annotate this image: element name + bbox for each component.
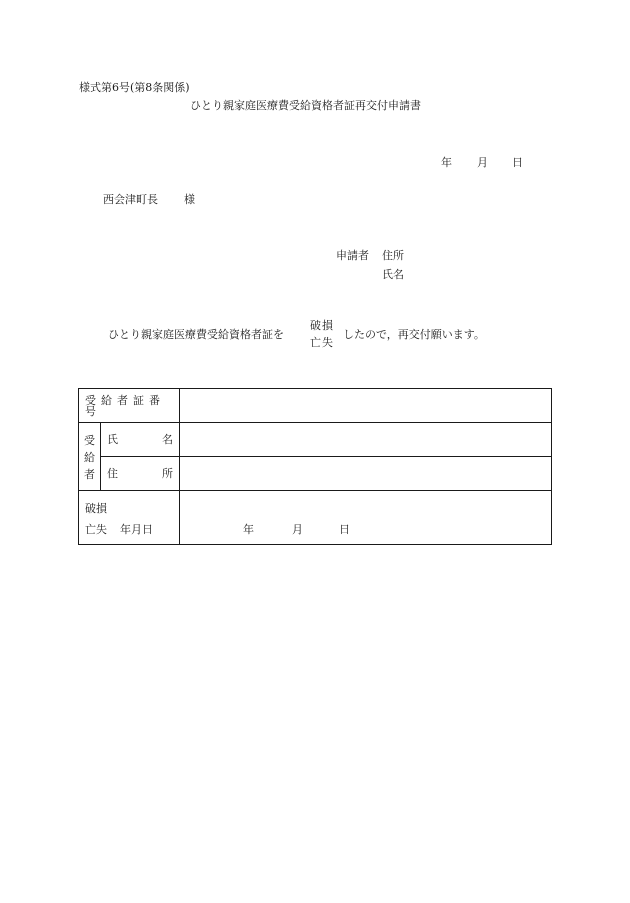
applicant-address-label: 住所 (382, 249, 404, 262)
statement-text-end: したので，再交付願います。 (343, 328, 485, 341)
recipient-address-field[interactable] (180, 457, 552, 491)
recipient-name-label (101, 423, 180, 457)
date-year-label: 年 (441, 156, 452, 169)
addressee-name: 西会津町長 (103, 193, 158, 206)
recipient-name-field[interactable] (180, 423, 552, 457)
recipient-char-3: 者 (84, 468, 95, 481)
applicant-name-label: 氏名 (382, 268, 404, 281)
table-row-recipient-address (79, 457, 552, 491)
damage-label-damaged: 破損 (85, 502, 107, 515)
recipient-char-1: 受 (84, 434, 95, 447)
recipient-vertical-label (79, 423, 101, 491)
recipient-address-label-left: 住 (107, 467, 118, 480)
damage-date-label (79, 491, 180, 545)
damage-label-lost: 亡失 (85, 523, 107, 536)
statement-choice-damaged: 破損 (310, 319, 334, 332)
recipient-name-label-left: 氏 (107, 433, 118, 446)
page-title: ひとり親家庭医療費受給資格者証再交付申請書 (190, 99, 421, 112)
date-day-label: 日 (512, 156, 523, 169)
table-row-cert-number (79, 389, 552, 423)
recipient-char-2: 給 (84, 451, 95, 464)
damage-label-date: 年月日 (120, 523, 153, 536)
damage-date-field[interactable] (180, 491, 552, 545)
addressee-suffix: 様 (184, 193, 195, 206)
recipient-name-label-right: 名 (162, 433, 173, 446)
table-row-damage-date (79, 491, 552, 545)
date-month-label: 月 (477, 156, 488, 169)
table-row-recipient-name (79, 423, 552, 457)
damage-date-day: 日 (339, 523, 350, 536)
statement-choice-lost: 亡失 (310, 336, 334, 349)
cert-number-label: 受給者証番号 (79, 389, 180, 423)
form-number: 様式第6号(第8条関係) (79, 81, 190, 94)
cert-number-field[interactable] (180, 389, 552, 423)
recipient-address-label-right: 所 (162, 467, 173, 480)
recipient-address-label (101, 457, 180, 491)
damage-date-month: 月 (292, 523, 303, 536)
applicant-label: 申請者 (336, 249, 369, 262)
statement-text-start: ひとり親家庭医療費受給資格者証を (108, 328, 284, 341)
application-table (78, 388, 552, 545)
damage-date-year: 年 (243, 523, 254, 536)
